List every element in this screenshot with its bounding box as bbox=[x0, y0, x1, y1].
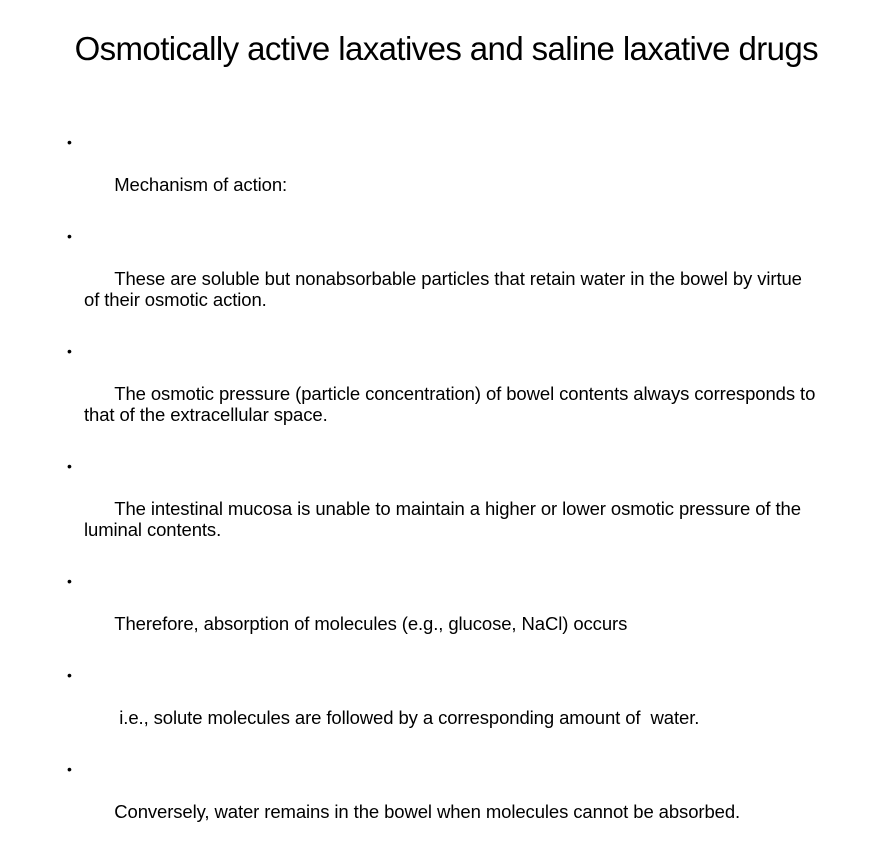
bullet-icon: • bbox=[67, 761, 72, 777]
bullet-text: The osmotic pressure (particle concentration) of bowel contents always corresponds to that of the extracellular space. bbox=[84, 383, 821, 425]
bullet-item bbox=[66, 759, 816, 843]
bullet-text: Mechanism of action: bbox=[114, 174, 288, 195]
bullet-text: These are soluble but nonabsorbable particles that retain water in the bowel by virtue of their osmotic action. bbox=[84, 268, 807, 310]
bullet-item bbox=[66, 665, 816, 749]
bullet-icon: • bbox=[67, 228, 72, 244]
bullet-icon: • bbox=[67, 573, 72, 589]
bullet-item bbox=[66, 456, 816, 561]
bullet-item bbox=[66, 226, 816, 331]
bullet-text: The intestinal mucosa is unable to maintain a higher or lower osmotic pressure of the luminal contents. bbox=[84, 498, 806, 540]
bullet-icon: • bbox=[67, 458, 72, 474]
bullet-icon: • bbox=[67, 134, 72, 150]
bullet-icon: • bbox=[67, 667, 72, 683]
bullet-text: Conversely, water remains in the bowel when molecules cannot be absorbed. bbox=[114, 801, 741, 822]
bullet-item bbox=[66, 571, 816, 655]
bullet-item bbox=[66, 132, 816, 216]
bullet-icon: • bbox=[67, 343, 72, 359]
bullet-item bbox=[66, 341, 821, 446]
bullet-text: Therefore, absorption of molecules (e.g., glucose, NaCl) occurs bbox=[114, 613, 628, 634]
bullet-list bbox=[66, 132, 821, 853]
bullet-text: i.e., solute molecules are followed by a corresponding amount of water. bbox=[114, 707, 700, 728]
slide-title: Osmotically active laxatives and saline laxative drugs bbox=[66, 30, 819, 67]
